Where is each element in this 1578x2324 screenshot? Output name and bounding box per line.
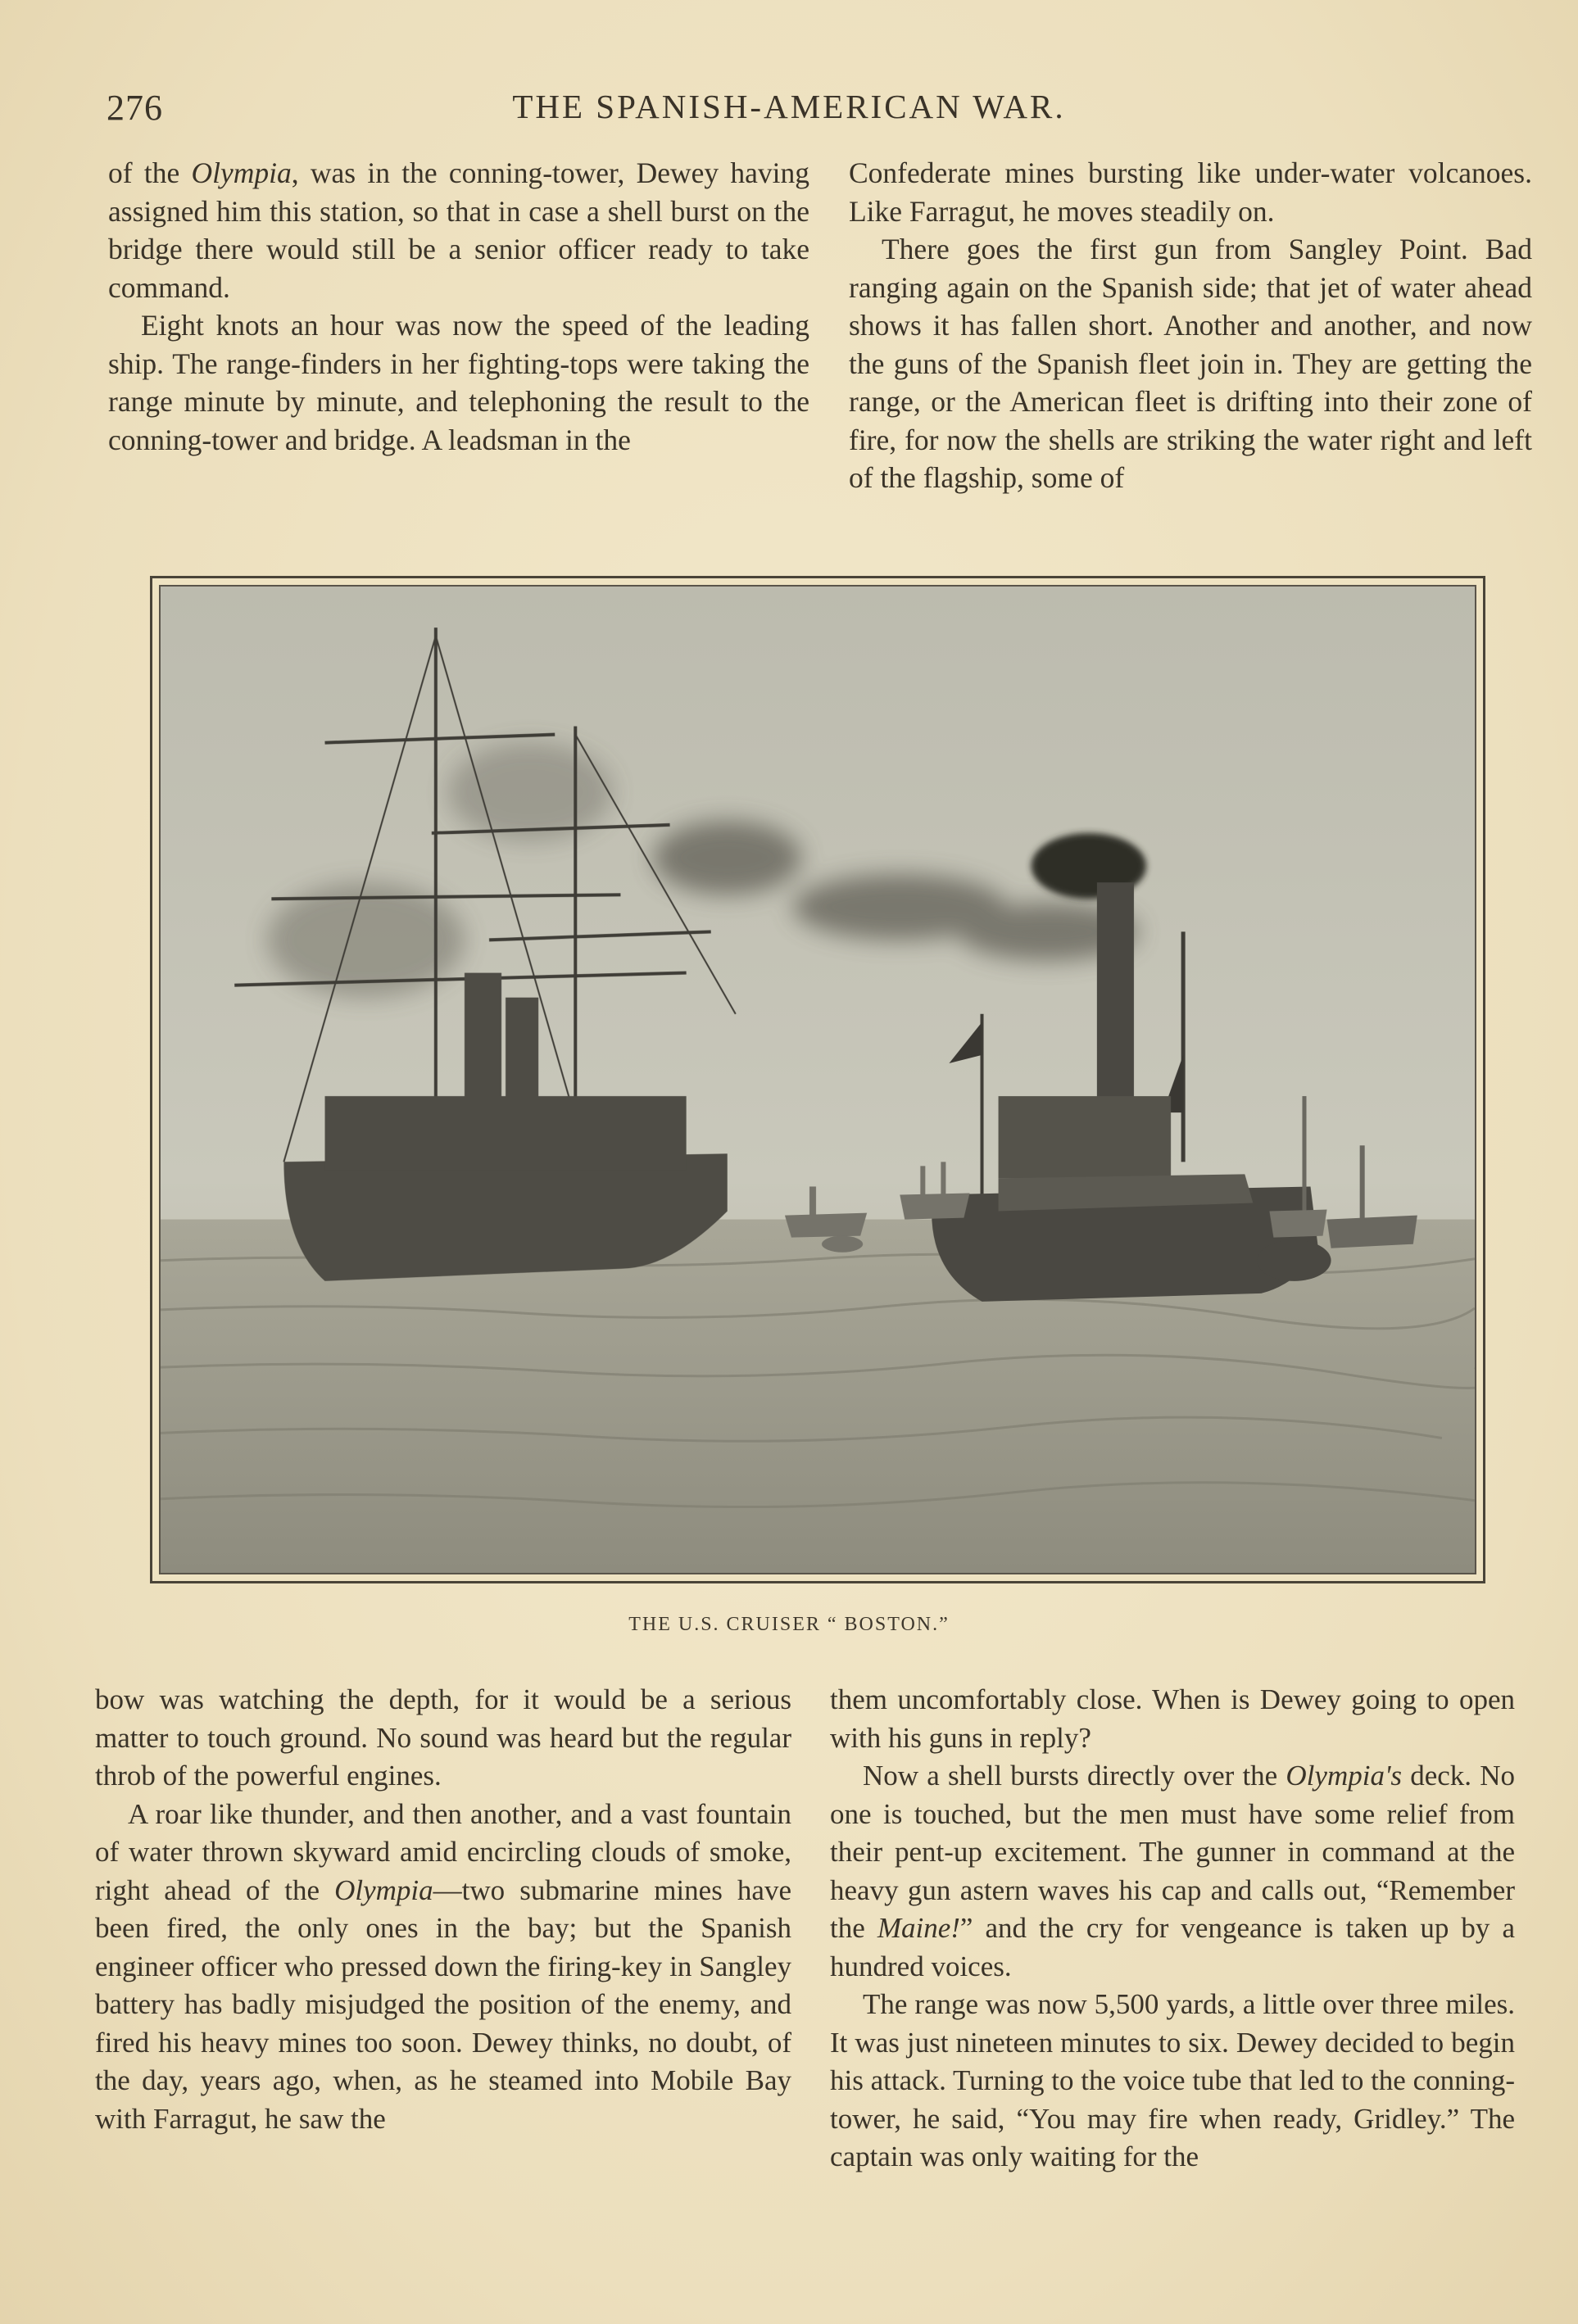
text-run: —two submarine mines have been fired, the only ones in the bay; but the Spanish engineer officer who pressed down the firing-key in Sangley battery has badly misjudged the position of the enemy, and fired his heavy mines too soon. Dewey thinks, no doubt, of the day, years ago, when, as he steamed into Mobile Bay with Farragut, he saw the [95, 1873, 792, 2135]
ship-name-italic: Olympia [334, 1873, 433, 1906]
paragraph [95, 1796, 791, 2139]
text-run: A roar like thunder, and then another, and a vast fountain of water thrown skyward amid encircling clouds of smoke, right ahead of the [95, 1797, 791, 1906]
bottom-right-column [830, 1681, 1515, 2177]
paragraph [830, 1757, 1515, 1986]
boston-cruiser-photograph [159, 585, 1476, 1574]
ship-name-italic: Maine! [877, 1912, 960, 1944]
ship-photo-illustration [161, 587, 1475, 1573]
text-run: of the [108, 156, 192, 189]
paragraph: Eight knots an hour was now the speed of the leading ship. The range-finders in her fighting-tops were taking the range minute by minute, and telephoning the result to the conning-tower and bridge. A leadsman in the [108, 309, 809, 456]
illustration-caption: THE U.S. CRUISER “ BOSTON.” [628, 1614, 950, 1635]
page-header [0, 82, 1578, 131]
illustration-frame [150, 576, 1485, 1583]
paragraph [108, 154, 809, 306]
top-left-column [108, 154, 809, 459]
ship-name-italic: Olympia [191, 156, 292, 189]
paragraph: There goes the first gun from Sangley Point. Bad ranging again on the Spanish side; that jet of water ahead shows it has fallen short. Another and another, and now the guns of the Spanish fleet join in. They are getting the range, or the American fleet is drifting into their zone of fire, for now the shells are striking the water right and left of the flagship, some of [849, 233, 1532, 494]
text-run: deck. No one is touched, but the men must have some relief from their pent-up excitement. The gunner in command at the heavy gun astern waves his cap and calls out, “Remember the [830, 1760, 1515, 1944]
paragraph: Confederate mines bursting like under-water volcanoes. Like Farragut, he moves steadily on. [849, 156, 1532, 228]
paragraph: bow was watching the depth, for it would be a serious matter to touch ground. No sound was heard but the regular throb of the powerful engines. [95, 1683, 791, 1792]
bottom-left-column [95, 1681, 791, 2138]
text-run: ” and the cry for vengeance is taken up by a hundred voices. [830, 1912, 1515, 1982]
text-run: , was in the conning-tower, Dewey having assigned him this station, so that in case a shell burst on the bridge there would still be a senior officer ready to take command. [108, 156, 809, 304]
running-title: THE SPANISH-AMERICAN WAR. [512, 88, 1066, 125]
text-run: Now a shell bursts directly over the [863, 1760, 1286, 1792]
ship-name-italic: Olympia's [1286, 1760, 1403, 1792]
top-right-column [849, 154, 1532, 497]
paragraph: them uncomfortably close. When is Dewey going to open with his guns in reply? [830, 1683, 1515, 1754]
paragraph: The range was now 5,500 yards, a little over three miles. It was just nineteen minutes to six. Dewey decided to begin his attack. Turning to the voice tube that led to the conning-tower, he said, “You may fire when ready, Gridley.” The captain was only waiting for the [830, 1988, 1515, 2172]
page-number: 276 [107, 88, 163, 128]
